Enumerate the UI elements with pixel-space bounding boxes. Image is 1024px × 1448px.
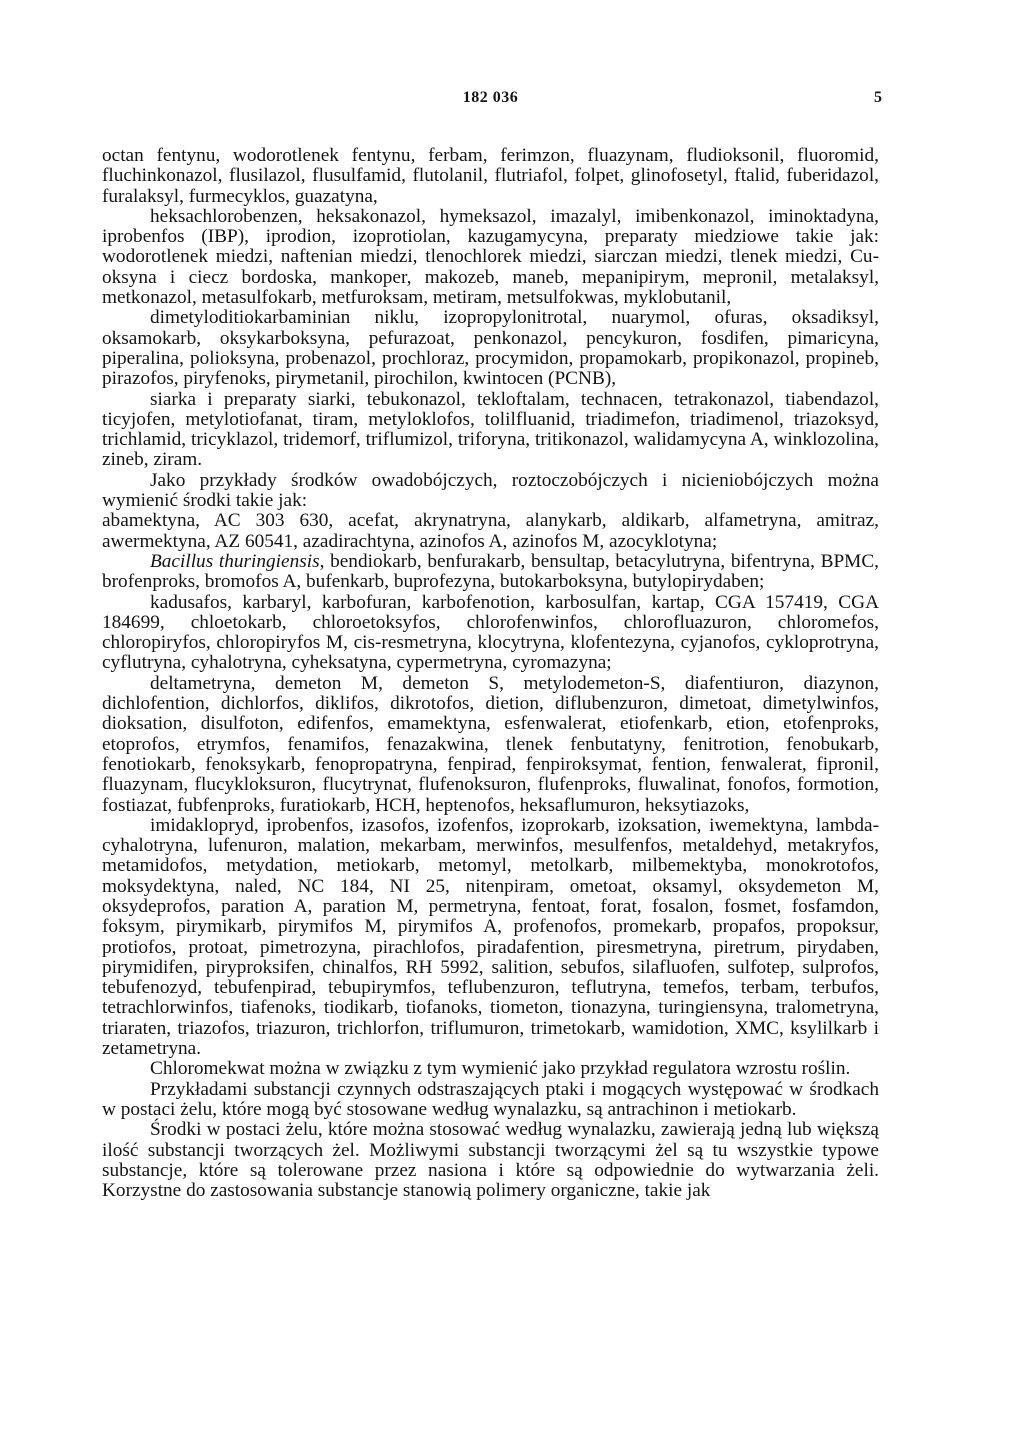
paragraph-insecticides-c: kadusafos, karbaryl, karbofuran, karbofenotion, karbosulfan, kartap, CGA 157419, CGA 184699, chloetokarb, chloroetoksyfos, chlorofenwinfos, chlorofluazuron, chloromefos, chloropiryfos, chloropiryfos M, cis-resmetryna, klocytryna, klofentezyna, cyjanofos, cykloprotryna, cyflutryna, cyhalotryna, cyheksatyna, cypermetryna, cyromazyna; [102, 591, 879, 674]
paragraph-insecticides-b [102, 552, 879, 593]
paragraph-fungicides-n-p: dimetyloditiokarbaminian niklu, izopropylonitrotal, nuarymol, ofuras, oksadiksyl, oksamokarb, oksykarboksyna, pefurazoat, penkonazol, pencykuron, fosdifen, pimaricyna, piperalina, polioksyna, probenazol, prochloraz, procymidon, propamokarb, propikonazol, propineb, pirazofos, piryfenoks, pirymetanil, pirochilon, kwintocen (PCNB), [102, 307, 879, 390]
paragraph-insecticides-intro: Jako przykłady środków owadobójczych, roztoczobójczych i nicieniobójczych można wymienić środki takie jak: [102, 469, 879, 512]
document-number: 182 036 [462, 89, 519, 106]
document-page [102, 88, 882, 1202]
paragraph-insecticides-b-text: , bendiokarb, benfurakarb, bensultap, betacylutryna, bifentryna, BPMC, brofenproks, bromofos A, bufenkarb, buprofezyna, butokarboksyna, butylopirydaben; [102, 550, 880, 593]
page-number: 5 [874, 89, 882, 106]
paragraph-gel-formers: Środki w postaci żelu, które można stosować według wynalazku, zawierają jedną lub większą ilość substancji tworzących żel. Możliwymi substancji tworzącymi żel są tu wszystkie typowe substancje, które są tolerowane przez nasiona i które są odpowiednie do wytwarzania żeli. Korzystne do zastosowania substancje stanowią polimery organiczne, takie jak [102, 1119, 879, 1202]
paragraph-fungicides-h-m: heksachlorobenzen, heksakonazol, hymeksazol, imazalyl, imibenkonazol, iminoktadyna, iprobenfos (IBP), iprodion, izoprotiolan, kazugamycyna, preparaty miedziowe takie jak: wodorotlenek miedzi, naftenian miedzi, tlenochlorek miedzi, siarczan miedzi, tlenek miedzi, Cu-oksyna i ciecz bordoska, mankoper, makozeb, maneb, mepanipirym, mepronil, metalaksyl, metkonazol, metasulfokarb, metfuroksam, metiram, metsulfokwas, myklobutanil, [102, 205, 879, 309]
paragraph-bird-repellents: Przykładami substancji czynnych odstraszających ptaki i mogących występować w środkach w postaci żelu, które mogą być stosowane według wynalazku, są antrachinon i metiokarb. [102, 1078, 879, 1120]
body-text [102, 146, 879, 1201]
paragraph-fungicides-s-z: siarka i preparaty siarki, tebukonazol, tekloftalam, technacen, tetrakonazol, tiabendazol, ticyjofen, metylotiofanat, tiram, metyloklofos, tolilfluanid, triadimefon, triadimenol, triazoksyd, trichlamid, tricyklazol, tridemorf, triflumizol, triforyna, tritikonazol, walidamycyna A, winklozolina, zineb, ziram. [102, 388, 879, 471]
page-header [102, 88, 882, 116]
paragraph-insecticides-i-z: imidaklopryd, iprobenfos, izasofos, izofenfos, izoprokarb, izoksation, iwemektyna, lambda-cyhalotryna, lufenuron, malation, mekarbam, merwinfos, mesulfenfos, metaldehyd, metakryfos, metamidofos, metydation, metiokarb, metomyl, metolkarb, milbemektyba, monokrotofos, moksydektyna, naled, NC 184, NI 25, nitenpiram, ometoat, oksamyl, oksydemeton M, oksydeprofos, paration A, paration M, permetryna, fentoat, forat, fosalon, fosmet, fosfamdon, foksym, pirymikarb, pirymifos M, pirymifos A, profenofos, promekarb, propafos, propoksur, protiofos, protoat, pimetrozyna, pirachlofos, piradafention, piresmetryna, piretrum, pirydaben, pirymidifen, piryproksifen, chinalfos, RH 5992, salition, sebufos, silafluofen, sulfotep, sulprofos, tebufenozyd, tebufenpirad, tebupirymfos, teflubenzuron, teflutryna, temefos, terbam, terbufos, tetrachlorwinfos, tiafenoks, tiodikarb, tiofanoks, tiometon, tionazyna, turingiensyna, tralometryna, triaraten, triazofos, triazuron, trichlorfon, triflumuron, trimetokarb, wamidotion, XMC, ksylilkarb i zetametryna. [102, 814, 879, 1060]
paragraph-insecticides-a: abamektyna, AC 303 630, acefat, akrynatryna, alanykarb, aldikarb, alfametryna, amitraz, awermektyna, AZ 60541, azadirachtyna, azinofos A, azinofos M, azocyklotyna; [102, 510, 879, 552]
paragraph-fungicides-continued: octan fentynu, wodorotlenek fentynu, ferbam, ferimzon, fluazynam, fludioksonil, fluoromid, fluchinkonazol, flusilazol, flusulfamid, flutolanil, flutriafol, folpet, glinofosetyl, ftalid, fuberidazol, furalaksyl, furmecyklos, guazatyna, [102, 145, 879, 207]
italic-species-name: Bacillus thuringiensis [150, 550, 320, 572]
paragraph-growth-regulator: Chloromekwat można w związku z tym wymienić jako przykład regulatora wzrostu roślin. [150, 1058, 851, 1080]
paragraph-insecticides-d-h: deltametryna, demeton M, demeton S, metylodemeton-S, diafentiuron, diazynon, dichlofention, dichlorfos, diklifos, dikrotofos, dietion, diflubenzuron, dimetoat, dimetylwinfos, dioksation, disulfoton, edifenfos, emamektyna, esfenwalerat, etiofenkarb, etion, etofenproks, etoprofos, etrymfos, fenamifos, fenazakwina, tlenek fenbutatyny, fenitrotion, fenobukarb, fenotiokarb, fenoksykarb, fenopropatryna, fenpirad, fenpiroksymat, fention, fenwalerat, fipronil, fluazynam, flucykloksuron, flucytrynat, flufenoksuron, flufenproks, fluwalinat, fonofos, formotion, fostiazat, fubfenproks, furatiokarb, HCH, heptenofos, heksaflumuron, heksytiazoks, [102, 672, 879, 816]
